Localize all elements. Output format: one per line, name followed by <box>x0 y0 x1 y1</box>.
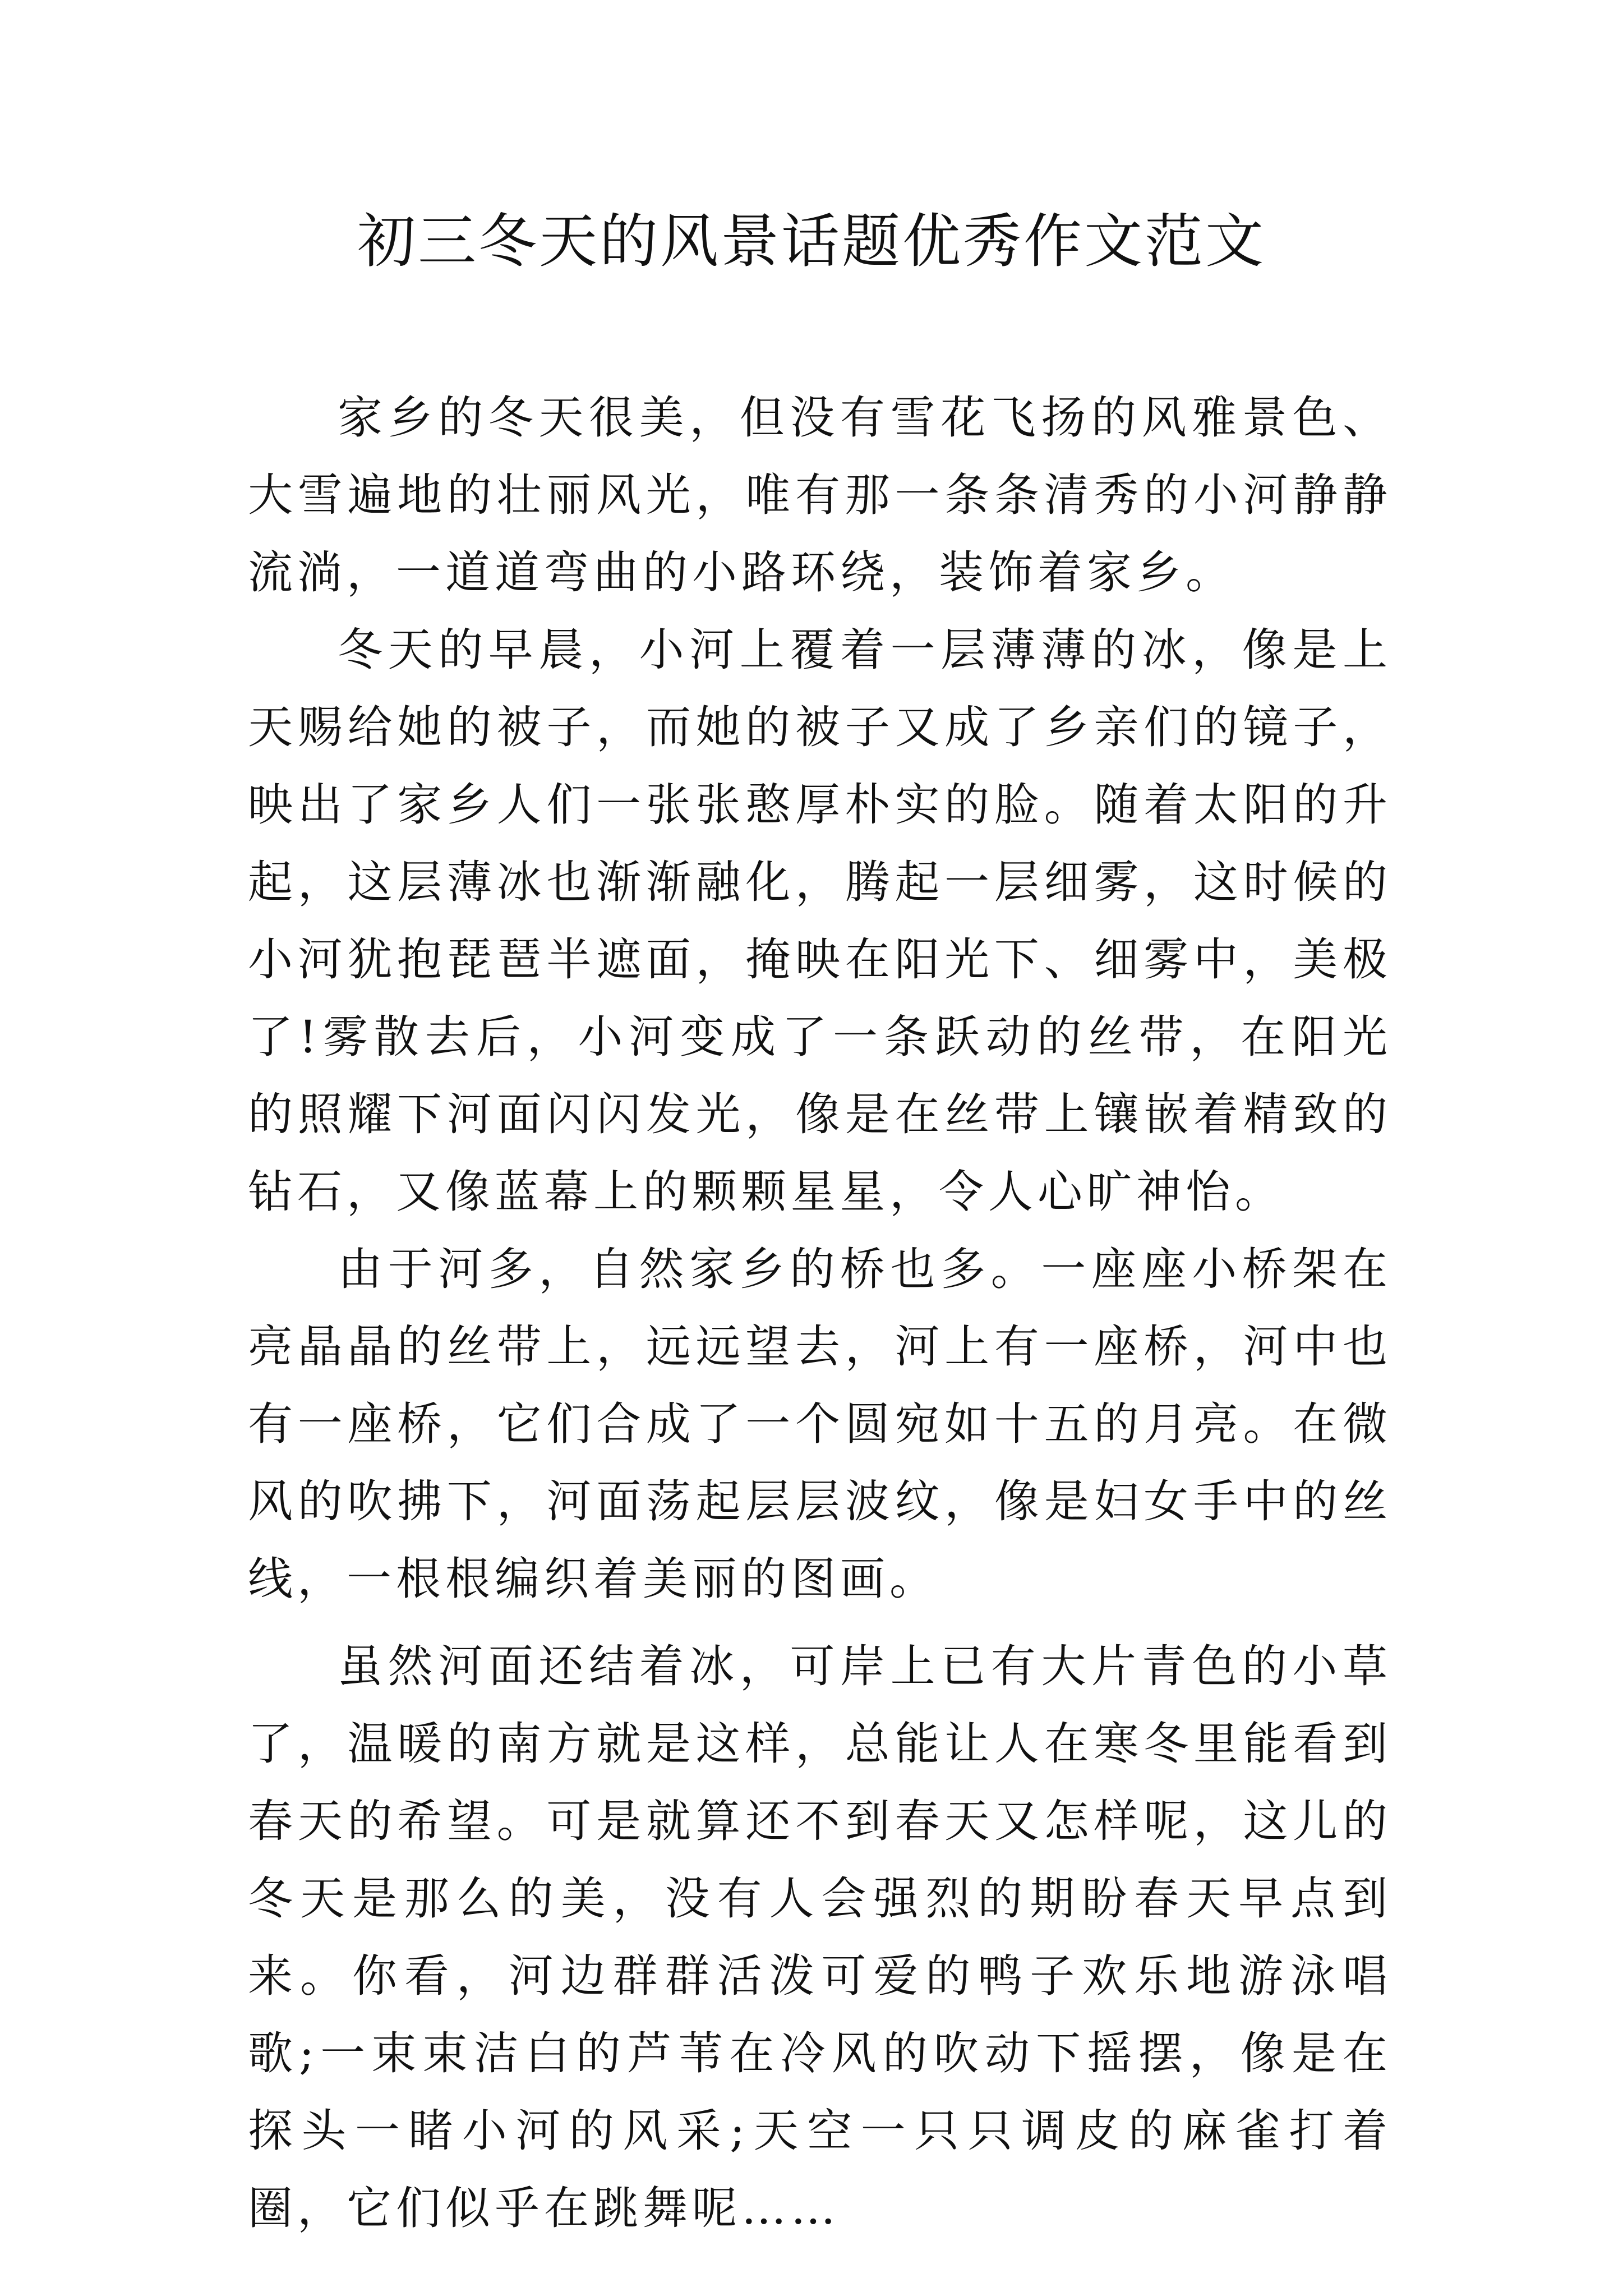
document-title: 初三冬天的风景话题优秀作文范文 <box>357 207 1266 275</box>
document-body <box>248 379 1392 2247</box>
paragraph-1: 家乡的冬天很美，但没有雪花飞扬的风雅景色、大雪遍地的壮丽风光，唯有那一条条清秀的小河静静流淌，一道道弯曲的小路环绕，装饰着家乡。 <box>248 392 1392 599</box>
paragraph-2: 冬天的早晨，小河上覆着一层薄薄的冰，像是上天赐给她的被子，而她的被子又成了乡亲们的镜子，映出了家乡人们一张张憨厚朴实的脸。随着太阳的升起，这层薄冰也渐渐融化，腾起一层细雾，这时候的小河犹抱琵琶半遮面，掩映在阳光下、细雾中，美极了!雾散去后，小河变成了一条跃动的丝带，在阳光的照耀下河面闪闪发光，像是在丝带上镶嵌着精致的钻石，又像蓝幕上的颗颗星星，令人心旷神怡。 <box>248 624 1392 1218</box>
paragraph-4: 虽然河面还结着冰，可岸上已有大片青色的小草了，温暖的南方就是这样，总能让人在寒冬里能看到春天的希望。可是就算还不到春天又怎样呢，这儿的冬天是那么的美，没有人会强烈的期盼春天早点到来。你看，河边群群活泼可爱的鸭子欢乐地游泳唱歌;一束束洁白的芦苇在冷风的吹动下摇摆，像是在探头一睹小河的风采;天空一只只调皮的麻雀打着圈，它们似乎在跳舞呢…… <box>248 1640 1392 2234</box>
paragraph-3: 由于河多，自然家乡的桥也多。一座座小桥架在亮晶晶的丝带上，远远望去，河上有一座桥，河中也有一座桥，它们合成了一个圆宛如十五的月亮。在微风的吹拂下，河面荡起层层波纹，像是妇女手中的丝线，一根根编织着美丽的图画。 <box>248 1243 1392 1605</box>
